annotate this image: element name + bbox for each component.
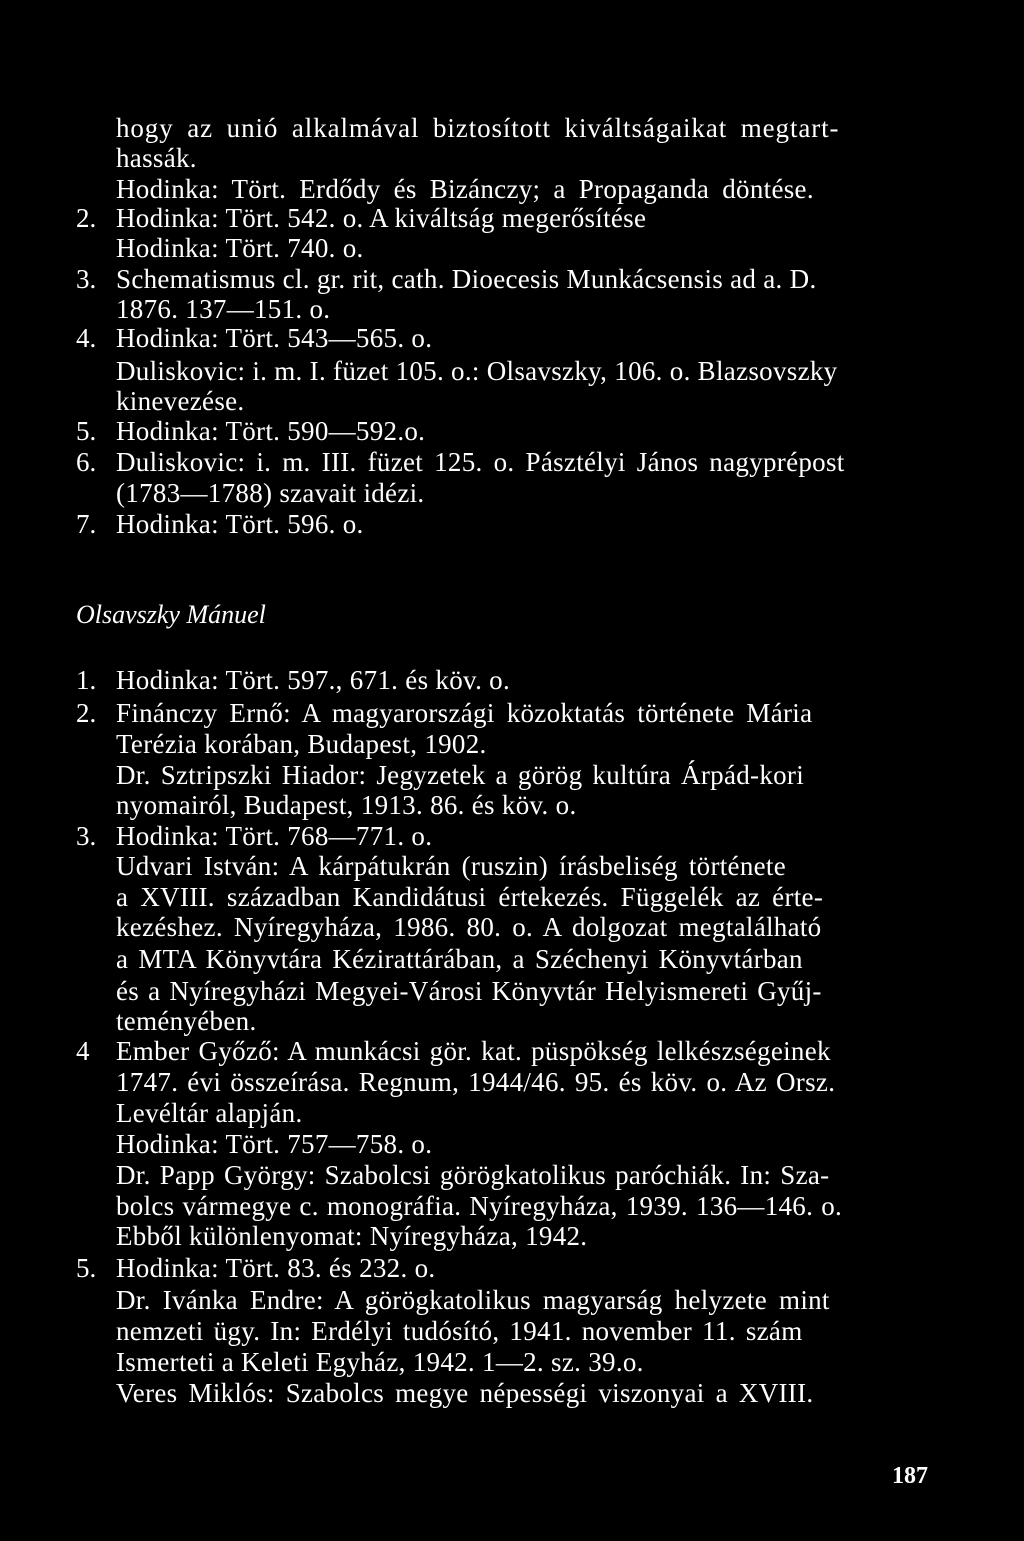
footnote-line: Hodinka: Tört. 597., 671. és köv. o. <box>116 665 511 695</box>
footnote-line: kezéshez. Nyíregyháza, 1986. 80. o. A dolgozat megtalálható <box>116 912 822 942</box>
footnote-line: Schematismus cl. gr. rit, cath. Dioecesis Munkácsensis ad a. D. <box>116 264 817 294</box>
footnote-line: 1876. 137—151. o. <box>116 294 331 324</box>
footnote-line: Levéltár alapján. <box>116 1098 303 1128</box>
footnote-line: Ember Győző: A munkácsi gör. kat. püspökség lelkészségeinek <box>116 1036 831 1066</box>
footnote-number: 5. <box>76 416 97 446</box>
footnote-line: Terézia korában, Budapest, 1902. <box>116 729 487 759</box>
footnote-line: Hodinka: Tört. 83. és 232. o. <box>116 1253 436 1283</box>
footnote-line: Hodinka: Tört. Erdődy és Bizánczy; a Propaganda döntése. <box>116 174 814 204</box>
footnote-line: a MTA Könyvtára Kézirattárában, a Széchenyi Könyvtárban <box>116 944 803 974</box>
footnote-line: Duliskovic: i. m. III. füzet 125. o. Pásztélyi János nagyprépost <box>116 447 845 477</box>
footnote-line: (1783—1788) szavait idézi. <box>116 478 425 508</box>
footnote-number: 6. <box>76 447 97 477</box>
footnote-line: Hodinka: Tört. 543—565. o. <box>116 323 433 353</box>
footnote-number: 5. <box>76 1253 97 1283</box>
footnote-line: Hodinka: Tört. 542. o. A kiváltság megerősítése <box>116 203 647 233</box>
footnote-number: 2. <box>76 698 97 728</box>
footnote-line: nyomairól, Budapest, 1913. 86. és köv. o. <box>116 790 577 820</box>
footnote-line: Dr. Ivánka Endre: A görögkatolikus magyarság helyzete mint <box>116 1285 830 1315</box>
footnote-line: a XVIII. században Kandidátusi értekezés. Függelék az érte- <box>116 882 824 912</box>
footnote-number: 4 <box>76 1036 90 1066</box>
footnote-line: Finánczy Ernő: A magyarországi közoktatás története Mária <box>116 698 813 728</box>
footnote-number: 3. <box>76 821 97 851</box>
footnote-line: Ismerteti a Keleti Egyház, 1942. 1—2. sz. 39.o. <box>116 1347 644 1377</box>
footnote-number: 7. <box>76 509 97 539</box>
footnote-number: 1. <box>76 665 97 695</box>
footnote-line: Hodinka: Tört. 740. o. <box>116 233 364 263</box>
footnote-line: Hodinka: Tört. 768—771. o. <box>116 821 433 851</box>
footnote-line: hogy az unió alkalmával biztosított kiváltságaikat megtart- <box>116 113 840 143</box>
footnote-line: Ebből különlenyomat: Nyíregyháza, 1942. <box>116 1221 588 1251</box>
footnote-line: kinevezése. <box>116 386 245 416</box>
footnote-line: teményében. <box>116 1006 257 1036</box>
section-heading: Olsavszky Mánuel <box>76 600 266 629</box>
footnote-line: hassák. <box>116 143 197 173</box>
footnote-line: Hodinka: Tört. 757—758. o. <box>116 1129 433 1159</box>
page-number: 187 <box>892 1463 928 1489</box>
footnote-line: Duliskovic: i. m. I. füzet 105. o.: Olsavszky, 106. o. Blazsovszky <box>116 356 838 386</box>
footnote-line: Hodinka: Tört. 590—592.o. <box>116 416 426 446</box>
footnote-line: 1747. évi összeírása. Regnum, 1944/46. 95. és köv. o. Az Orsz. <box>116 1067 836 1097</box>
footnote-line: nemzeti ügy. In: Erdélyi tudósító, 1941. november 11. szám <box>116 1316 803 1346</box>
footnote-line: Veres Miklós: Szabolcs megye népességi viszonyai a XVIII. <box>116 1378 814 1408</box>
footnote-number: 2. <box>76 203 97 233</box>
footnote-line: Udvari István: A kárpátukrán (ruszin) írásbeliség története <box>116 851 786 881</box>
footnote-line: Dr. Sztripszki Hiador: Jegyzetek a görög kultúra Árpád-kori <box>116 760 805 790</box>
footnote-line: bolcs vármegye c. monográfia. Nyíregyháza, 1939. 136—146. o. <box>116 1191 843 1221</box>
footnote-number: 4. <box>76 323 97 353</box>
footnote-number: 3. <box>76 264 97 294</box>
footnote-line: és a Nyíregyházi Megyei-Városi Könyvtár Helyismereti Gyűj- <box>116 976 822 1006</box>
footnote-line: Hodinka: Tört. 596. o. <box>116 509 364 539</box>
footnote-line: Dr. Papp György: Szabolcsi görögkatolikus paróchiák. In: Sza- <box>116 1160 830 1190</box>
